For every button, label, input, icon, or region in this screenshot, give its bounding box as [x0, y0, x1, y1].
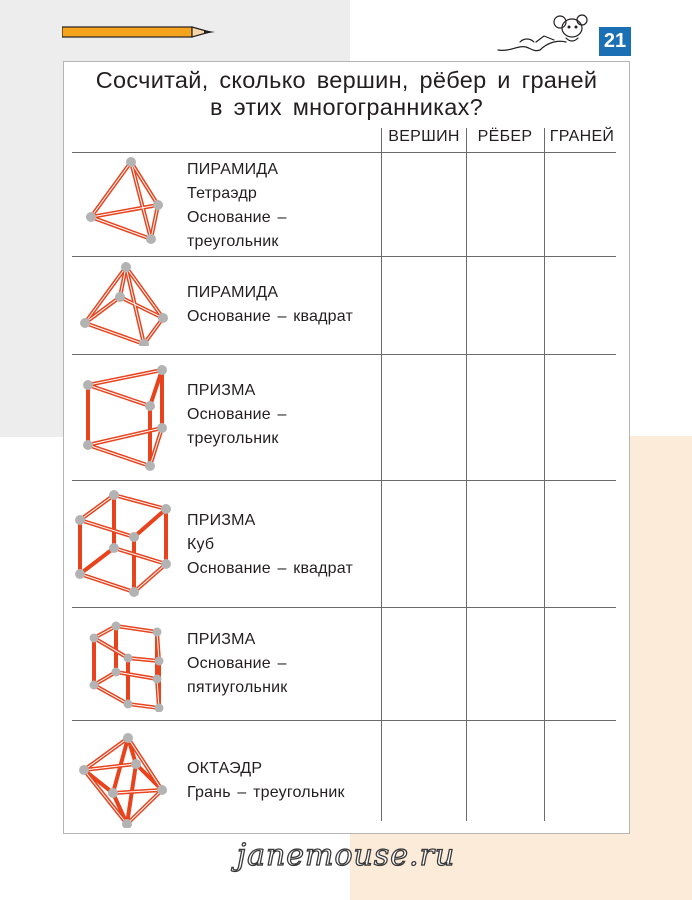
- pencil-icon: [62, 24, 218, 40]
- row-text-line: ПИРАМИДА: [187, 284, 279, 301]
- exercise-card: [63, 61, 630, 834]
- row-divider: [72, 354, 616, 355]
- mouse-icon: [496, 12, 592, 56]
- row-label-tetrahedron: [187, 158, 287, 254]
- row-label-triangular-prism: [187, 379, 287, 451]
- row-text-line: Куб: [187, 536, 215, 553]
- page-number-badge: 21: [599, 27, 631, 56]
- triangular-prism-icon: [80, 364, 170, 474]
- row-text-line: пятиугольник: [187, 679, 288, 696]
- row-text-line: Основание – квадрат: [187, 308, 353, 325]
- row-text-line: треугольник: [187, 430, 279, 447]
- column-divider: [466, 128, 467, 821]
- exercise-title: [64, 67, 629, 121]
- pentagonal-prism-icon: [88, 618, 170, 712]
- row-label-square-pyramid: [187, 281, 353, 329]
- row-label-pentagonal-prism: [187, 628, 287, 700]
- row-text-line: ПРИЗМА: [187, 631, 256, 648]
- row-divider: [72, 607, 616, 608]
- row-text-line: Основание –: [187, 209, 287, 226]
- row-text-line: Основание –: [187, 406, 287, 423]
- row-text-line: ПИРАМИДА: [187, 161, 279, 178]
- row-label-cube: [187, 509, 353, 581]
- row-text-line: Тетраэдр: [187, 185, 258, 202]
- row-divider: [72, 152, 616, 153]
- title-line-1: Сосчитай, сколько вершин, рёбер и граней: [95, 67, 598, 93]
- column-header-edges: РЁБЕР: [477, 128, 533, 145]
- row-divider: [72, 480, 616, 481]
- title-line-2: в этих многогранниках?: [209, 94, 484, 120]
- tetrahedron-icon: [82, 154, 166, 246]
- row-text-line: ОКТАЭДР: [187, 760, 263, 777]
- row-text-line: ПРИЗМА: [187, 512, 256, 529]
- row-text-line: треугольник: [187, 233, 279, 250]
- row-divider: [72, 256, 616, 257]
- octahedron-icon: [76, 732, 172, 828]
- column-header-vertices: ВЕРШИН: [388, 128, 460, 145]
- row-text-line: ПРИЗМА: [187, 382, 256, 399]
- column-divider: [381, 128, 382, 821]
- square-pyramid-icon: [76, 260, 168, 346]
- row-label-octahedron: [187, 757, 345, 805]
- row-text-line: Основание – квадрат: [187, 560, 353, 577]
- column-header-faces: ГРАНЕЙ: [549, 128, 615, 145]
- cube-icon: [72, 488, 172, 600]
- column-divider: [544, 128, 545, 821]
- row-text-line: Грань – треугольник: [187, 784, 345, 801]
- row-divider: [72, 720, 616, 721]
- row-text-line: Основание –: [187, 655, 287, 672]
- site-watermark: janemouse.ru: [236, 838, 456, 873]
